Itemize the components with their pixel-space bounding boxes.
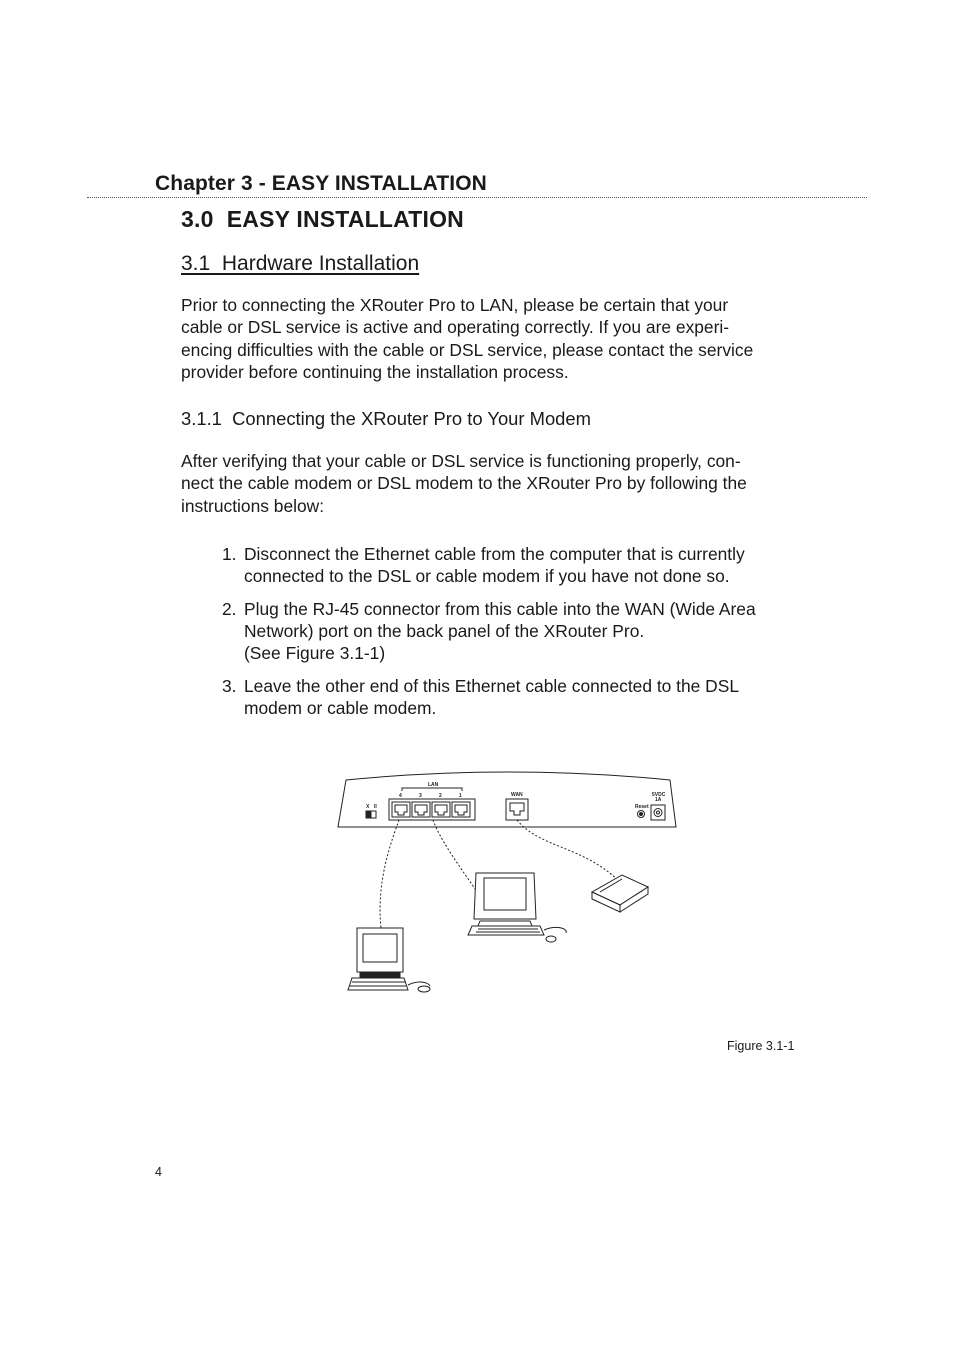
chapter-heading: Chapter 3 - EASY INSTALLATION [155, 172, 487, 195]
power-sublabel: 1A [655, 797, 662, 803]
cable-to-modem [517, 820, 618, 880]
step-3 [222, 675, 812, 719]
intro-line: Prior to connecting the XRouter Pro to LAN, please be certain that your [181, 295, 729, 315]
intro-line: cable or DSL service is active and operating correctly. If you are experi- [181, 317, 730, 338]
step-number: 2. [222, 599, 237, 619]
body-line: instructions below: [181, 495, 325, 516]
subsection-title: 3.1 Hardware Installation [181, 252, 420, 275]
lan-label: LAN [428, 782, 439, 788]
step-line: connected to the DSL or cable modem if you have not done so. [244, 566, 730, 587]
header-divider [87, 197, 867, 198]
power-label: 5VDC [652, 792, 666, 798]
step-line: (See Figure 3.1-1) [244, 643, 386, 664]
section-title: 3.0 EASY INSTALLATION [181, 206, 464, 232]
step-line: Plug the RJ-45 connector from this cable into the WAN (Wide Area [244, 599, 756, 619]
port-number: 3 [419, 793, 422, 799]
body-paragraph [181, 450, 821, 517]
step-line: Disconnect the Ethernet cable from the computer that is currently [244, 544, 745, 564]
switch-label-right: II [374, 804, 377, 810]
step-number: 1. [222, 544, 237, 564]
reset-label: Reset [635, 804, 649, 810]
tower-computer-icon [348, 928, 430, 992]
step-line: Leave the other end of this Ethernet cable connected to the DSL [244, 676, 740, 696]
intro-line: encing difficulties with the cable or DSL service, please contact the service [181, 339, 754, 360]
port-number: 1 [459, 793, 462, 799]
figure-caption: Figure 3.1-1 [727, 1039, 795, 1053]
intro-paragraph [181, 294, 821, 384]
switch-label-left: X [366, 804, 370, 810]
step-number: 3. [222, 676, 237, 696]
step-line: modem or cable modem. [244, 698, 437, 719]
body-line: nect the cable modem or DSL modem to the XRouter Pro by following the [181, 473, 747, 494]
step-1 [222, 543, 812, 587]
cable-to-computer-2 [433, 820, 478, 893]
body-line: After verifying that your cable or DSL service is functioning properly, con- [181, 451, 741, 471]
router-connection-figure [330, 762, 690, 1002]
intro-line: provider before continuing the installation process. [181, 362, 569, 383]
step-2 [222, 598, 812, 665]
subsubsection-title: 3.1.1 Connecting the XRouter Pro to Your Modem [181, 408, 591, 429]
modem-icon [592, 875, 648, 912]
cable-to-computer-1 [380, 820, 399, 928]
port-number: 4 [399, 793, 402, 799]
port-number: 2 [439, 793, 442, 799]
page-number: 4 [155, 1165, 162, 1179]
step-line: Network) port on the back panel of the XRouter Pro. [244, 621, 645, 642]
desktop-computer-icon [468, 873, 566, 942]
wan-label: WAN [511, 792, 523, 798]
wan-port-icon [506, 799, 528, 820]
